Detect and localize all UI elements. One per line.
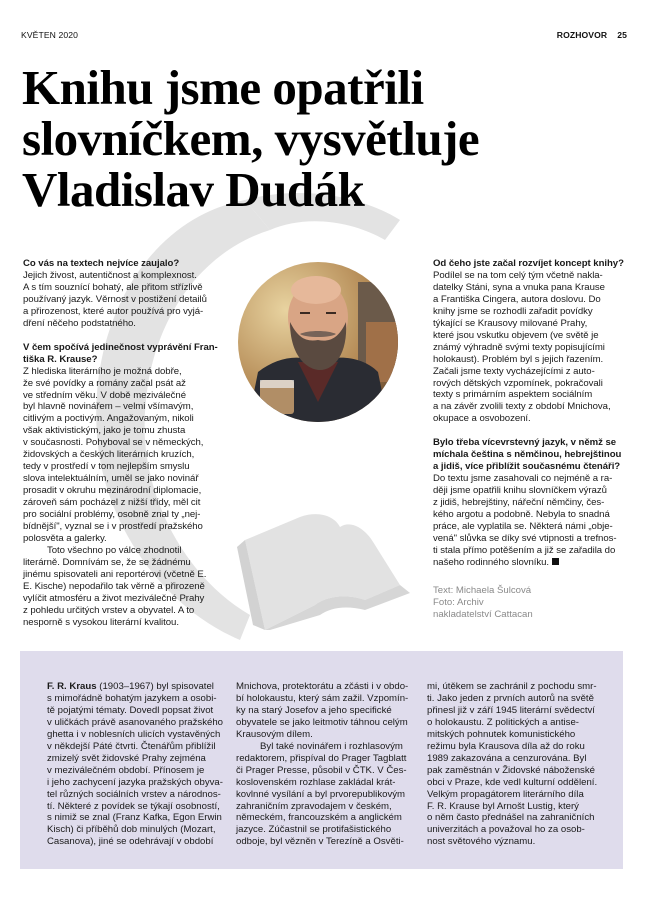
bio-line: zmizelý svět židovské Prahy zejména <box>47 752 206 764</box>
bio-line: přinesl již v září 1945 literární svědectví <box>427 704 595 716</box>
bio-line: tě pojatými tématy. Dovedl popsat život <box>47 704 214 716</box>
right-column <box>433 258 633 569</box>
credit-text: Text: Michaela Šulcová <box>433 585 532 596</box>
bio-line: Casanova), jiné se odehrávají v období <box>47 836 214 848</box>
title-line: Vladislav Dudák <box>22 162 365 217</box>
bio-line: kovlnné vysílání a byl prvorepublikovým <box>236 788 406 800</box>
answer-line: že své povídky a romány začal psát až <box>23 377 186 389</box>
bio-line: Mnichova, protektorátu a zčásti i v obdo- <box>236 681 409 692</box>
question: Od čeho jste začal rozvíjet koncept knihy? <box>433 258 624 269</box>
answer-line: ději jsme opatřili knihu slovníčkem výrazů <box>433 485 607 497</box>
credit-photo: Foto: Archiv <box>433 596 484 608</box>
answer-line: Začali jsme texty vycházejícími z auto- <box>433 365 595 377</box>
answer-line: které jsou vskutku objevem (ve světě je <box>433 329 599 341</box>
credits <box>433 585 533 621</box>
answer-line: E. Kische) nepodařilo tak věrně a přirozeně <box>23 580 205 592</box>
title-line: Knihu jsme opatřili <box>22 60 424 115</box>
answer-line: Podílel se na tom celý tým včetně nakla- <box>433 269 603 281</box>
bio-line: Velkým propagátorem literárního díla <box>427 788 584 800</box>
answer-line: tedy v prostředí v tom nejlepším smyslu <box>23 461 190 473</box>
question: V čem spočívá jedinečnost vyprávění Fran- <box>23 341 218 353</box>
answer-line: jinému spisovateli ani reportérovi (včetně E. <box>23 568 207 580</box>
answer-line: vylíčit atmosféru a život meziválečné Prahy <box>23 592 205 604</box>
answer-line: Jejich živost, autentičnost a komplexnost. <box>23 269 197 281</box>
open-book-icon <box>225 505 420 630</box>
bio-line: zahraničním zpravodajem v českém, <box>236 800 392 812</box>
bio-line: ti. Jako jeden z prvních autorů na světě <box>427 692 594 704</box>
answer-line: zároveň sám pocházel z nižší třídy, měl cit <box>23 497 201 509</box>
answer-line: datelky Stáni, syna a vnuka pana Krause <box>433 281 605 293</box>
bio-line: s nimiž se znal (Franz Kafka, Egon Erwin <box>47 812 222 824</box>
answer-line: byl hlavně novinářem – velmi všímavým, <box>23 401 194 413</box>
bio-line: koslovenském rozhlase zakládal krát- <box>236 776 396 788</box>
left-column <box>23 258 223 629</box>
answer-line: A s tím souznící bohatý, ale přitom střízlivě <box>23 281 203 293</box>
bio-line: o holokaustu. Z politických a antise- <box>427 716 579 728</box>
question: tiška R. Krause? <box>23 353 98 365</box>
answer-line: dření něčeho podstatného. <box>23 317 136 329</box>
answer-line-text: našeho rodinného slovníku. <box>433 556 550 568</box>
bio-line: mitských pohnutek komunistického <box>427 728 576 740</box>
answer-line: známý výhradně svými texty popisujícími <box>433 341 605 353</box>
answer-line: pro sociální problémy, osobně znal ty „nej- <box>23 509 201 521</box>
bio-line: německém, francouzském a anglickém <box>236 812 402 824</box>
answer-line: knihy jsme se rozhodli zařadit povídky <box>433 305 593 317</box>
answer-line: texty s primárním aspektem sociálním <box>433 389 593 401</box>
bio-line: redaktorem, přispíval do Prager Tagblatt <box>236 752 407 764</box>
bio-line-text: (1903–1967) byl spisovatel <box>96 681 214 692</box>
answer-line: z jidiš, hebrejštiny, nářeční němčiny, čes- <box>433 497 605 509</box>
answer-line: rových dětských vzpomínek, pokračovali <box>433 377 603 389</box>
answer-line: a na závěr zvolili texty z období Mnichova, <box>433 401 611 413</box>
answer-line: prosadit v okruhu mezinárodní diplomacie, <box>23 485 202 497</box>
issue-date: KVĚTEN 2020 <box>21 30 78 40</box>
answer-line: ve středním věku. V době meziválečné <box>23 389 186 401</box>
bio-column-1 <box>47 681 232 848</box>
bio-line: v uličkách právě asanovaného pražského <box>47 716 223 728</box>
question: Bylo třeba vícevrstevný jazyk, v němž se <box>433 437 617 449</box>
answer-line: v současnosti. Pohyboval se v německých, <box>23 437 204 449</box>
bio-line: tel různých sociálních vrstev a národnos- <box>47 788 221 800</box>
bio-line: nost světového významu. <box>427 836 536 848</box>
answer-line <box>433 557 633 569</box>
answer-line: Do textu jsme zasahovali co nejméně a ra- <box>433 473 613 485</box>
question: Co vás na textech nejvíce zaujalo? <box>23 258 180 269</box>
answer-line: bídnější", vyznal se i v prostředí pražského <box>23 521 203 533</box>
question: míchala čeština s němčinou, hebrejštinou <box>433 449 622 461</box>
bio-line: s mimořádně bohatým jazykem a osobi- <box>47 692 217 704</box>
bio-line: v někdejší Páté čtvrti. Čtenářům přiblížil <box>47 740 216 752</box>
answer-line: holokaust). Problém byl s jejich řazením. <box>433 353 604 365</box>
answer-line: ti stala přímo potěšením a již se zařadila do <box>433 544 616 556</box>
bio-name: F. R. Kraus <box>47 681 97 692</box>
bio-line <box>47 681 232 693</box>
bio-line: obyvatele se jako leitmotiv táhnou celým <box>236 716 408 728</box>
bio-line: obci v Praze, kde vedl kulturní oddělení. <box>427 776 598 788</box>
bio-column-2 <box>236 681 421 848</box>
answer-line: používaný jazyk. Věrnost v postižení detailů <box>23 293 207 305</box>
bio-line: Kisch) či příběhů dob minulých (Mozart, <box>47 824 216 836</box>
question: a jidiš, více přiblížit současnému čtenáři? <box>433 461 621 473</box>
answer-line: polosvěta a galerky. <box>23 532 107 544</box>
answer-line: citlivým a poctivým. Angažovaným, nikoli <box>23 413 194 425</box>
bio-line: F. R. Krause byl Arnošt Lustig, který <box>427 800 579 812</box>
answer-line: slova intelektuálním, uměl se jako novinář <box>23 473 199 485</box>
answer-line: okupace a osvobození. <box>433 413 531 425</box>
end-mark-icon <box>552 558 559 565</box>
bio-line: i jeho zachycení jazyka pražských obyva- <box>47 776 223 788</box>
bio-line: bí holokaustu, který sám zažil. Vzpomín- <box>236 692 409 704</box>
bio-line: Krausovým dílem. <box>236 728 313 740</box>
answer-line: nesporně s vysokou literární kvalitou. <box>23 616 179 628</box>
answer-line: však aktivistickým, jako je tomu zhusta <box>23 425 186 437</box>
section-label: ROZHOVOR <box>556 30 608 40</box>
bio-line: Byl také novinářem i rozhlasovým <box>260 740 403 752</box>
section-header <box>557 30 627 40</box>
page-number: 25 <box>617 30 627 40</box>
bio-line: ky na starý Josefov a jeho specifické <box>236 704 392 716</box>
answer-line: práce, ale vyplatila se. Některá námi „obje- <box>433 521 613 533</box>
bio-line: tí. Některé z povídek se týkají osobností, <box>47 800 220 812</box>
answer-line: z pohledu určitých vrstev a obyvatel. A to <box>23 604 195 616</box>
answer-line: a přirozenost, které autor používá pro vyjá- <box>23 305 204 317</box>
answer-line: Z hlediska literárního je možná dobře, <box>23 365 182 377</box>
answer-line: židovských a českých literárních kruzích, <box>23 449 195 461</box>
bio-line: univerzitách a považoval ho za osob- <box>427 824 585 836</box>
bio-line: 1989 zakazována a cenzurována. Byl <box>427 752 587 764</box>
answer-line: a Františka Cingera, autora doslovu. Do <box>433 293 601 305</box>
answer-line: kého argotu a podobně. Nebyla to snadná <box>433 509 610 521</box>
bio-line: mi, útěkem se zachránil z pochodu smr- <box>427 681 597 692</box>
bio-column-3 <box>427 681 612 848</box>
bio-line: o něm často přednášel na zahraničních <box>427 812 595 824</box>
bio-line: pak zaměstnán v Židovské náboženské <box>427 764 595 776</box>
bio-line: či Prager Presse, působil v ČTK. V Čes- <box>236 764 407 776</box>
answer-line: Toto všechno po válce zhodnotil <box>47 544 182 556</box>
bio-line: ghetta i v noblesních ulicích vystavěných <box>47 728 221 740</box>
answer-line: týkající se Krausovy milované Prahy, <box>433 317 588 329</box>
credit-publisher: nakladatelství Cattacan <box>433 608 533 620</box>
answer-line: literárně. Domnívám se, že se žádnému <box>23 556 191 568</box>
bio-line: v meziválečném období. Přínosem je <box>47 764 205 776</box>
portrait-photo <box>238 262 398 422</box>
title-line: slovníčkem, vysvětluje <box>22 111 480 166</box>
bio-line: odboje, byl vězněn v Terezíně a Osvěti- <box>236 836 404 848</box>
bio-line: režimu byla Krausova díla až do roku <box>427 740 585 752</box>
answer-line: vená" slůvka se díky své vtipnosti a trefnos- <box>433 532 617 544</box>
bio-line: jazyce. Zúčastnil se protifašistického <box>236 824 392 836</box>
article-title <box>22 62 622 215</box>
